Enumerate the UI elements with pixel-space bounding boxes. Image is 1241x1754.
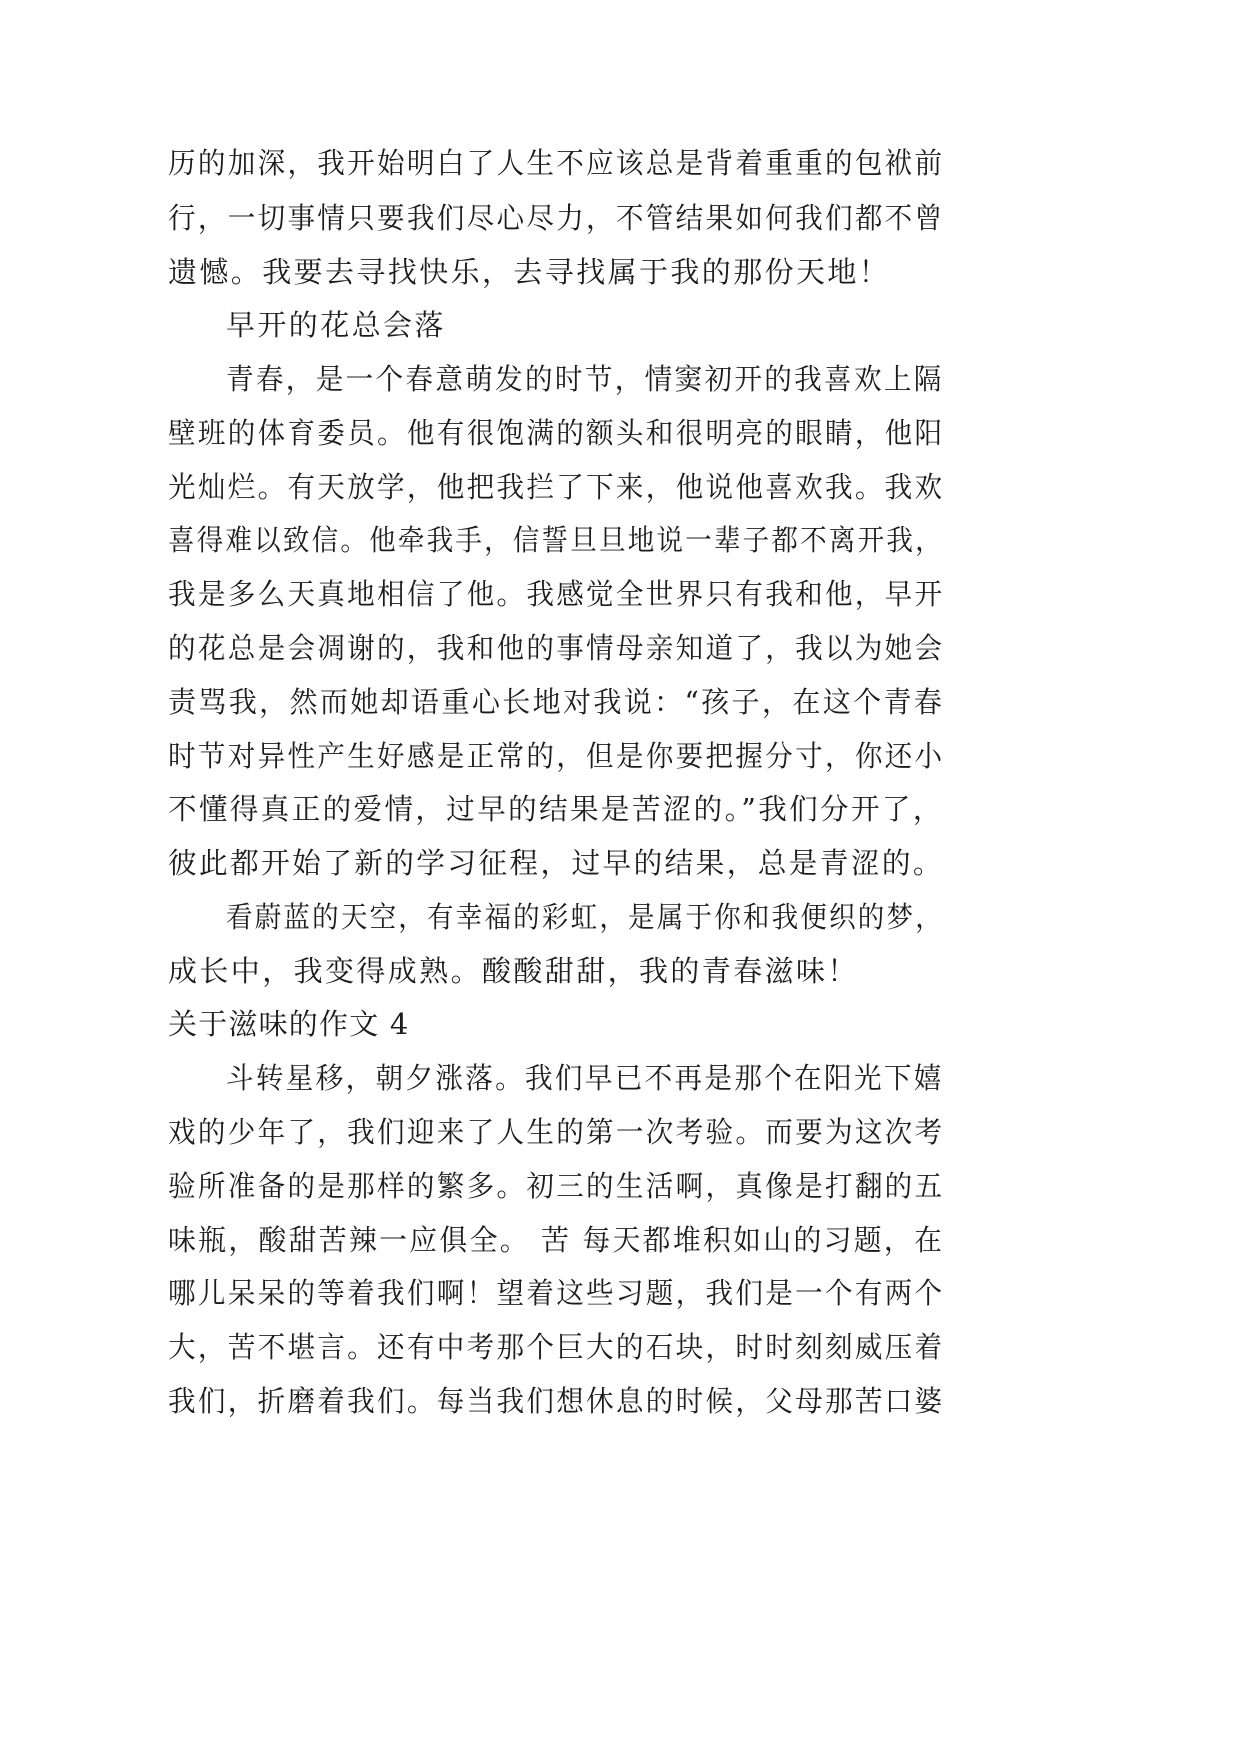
paragraph-line: 我是多么天真地相信了他。我感觉全世界只有我和他，早开 — [168, 577, 945, 611]
paragraph-line: 戏的少年了，我们迎来了人生的第一次考验。而要为这次考 — [168, 1115, 945, 1149]
paragraph-line: 责骂我，然而她却语重心长地对我说：“孩子，在这个青春 — [168, 685, 945, 719]
paragraph-line: 青春，是一个春意萌发的时节，情窦初开的我喜欢上隔 — [226, 362, 944, 396]
paragraph-line: 时节对异性产生好感是正常的，但是你要把握分寸，你还小 — [168, 739, 945, 773]
paragraph-line: 喜得难以致信。他牵我手，信誓旦旦地说一辈子都不离开我， — [168, 523, 944, 557]
section-subtitle: 早开的花总会落 — [226, 308, 446, 342]
paragraph-line: 斗转星移，朝夕涨落。我们早已不再是那个在阳光下嬉 — [226, 1061, 944, 1095]
paragraph-line: 哪儿呆呆的等着我们啊！望着这些习题，我们是一个有两个 — [168, 1276, 945, 1310]
paragraph-line: 成长中，我变得成熟。酸酸甜甜，我的青春滋味！ — [168, 954, 859, 988]
paragraph-line: 遗憾。我要去寻找快乐，去寻找属于我的那份天地！ — [168, 255, 891, 289]
paragraph-line: 看蔚蓝的天空，有幸福的彩虹，是属于你和我便织的梦， — [226, 900, 944, 934]
paragraph-line: 不懂得真正的爱情，过早的结果是苦涩的。”我们分开了， — [168, 792, 944, 826]
paragraph-line: 的花总是会凋谢的，我和他的事情母亲知道了，我以为她会 — [168, 631, 945, 665]
paragraph-line: 味瓶，酸甜苦辣一应俱全。 苦 每天都堆积如山的习题，在 — [168, 1223, 945, 1257]
paragraph-line: 大，苦不堪言。还有中考那个巨大的石块，时时刻刻威压着 — [168, 1330, 945, 1364]
paragraph-line: 光灿烂。有天放学，他把我拦了下来，他说他喜欢我。我欢 — [168, 470, 945, 504]
paragraph-line: 彼此都开始了新的学习征程，过早的结果，总是青涩的。 — [168, 846, 944, 880]
paragraph-line: 历的加深，我开始明白了人生不应该总是背着重重的包袱前 — [168, 146, 945, 180]
paragraph-line: 我们，折磨着我们。每当我们想休息的时候，父母那苦口婆 — [168, 1384, 945, 1418]
section-heading: 关于滋味的作文 4 — [168, 1007, 410, 1041]
paragraph-line: 验所准备的是那样的繁多。初三的生活啊，真像是打翻的五 — [168, 1169, 945, 1203]
paragraph-line: 行，一切事情只要我们尽心尽力，不管结果如何我们都不曾 — [168, 201, 945, 235]
paragraph-line: 壁班的体育委员。他有很饱满的额头和很明亮的眼睛，他阳 — [168, 416, 945, 450]
